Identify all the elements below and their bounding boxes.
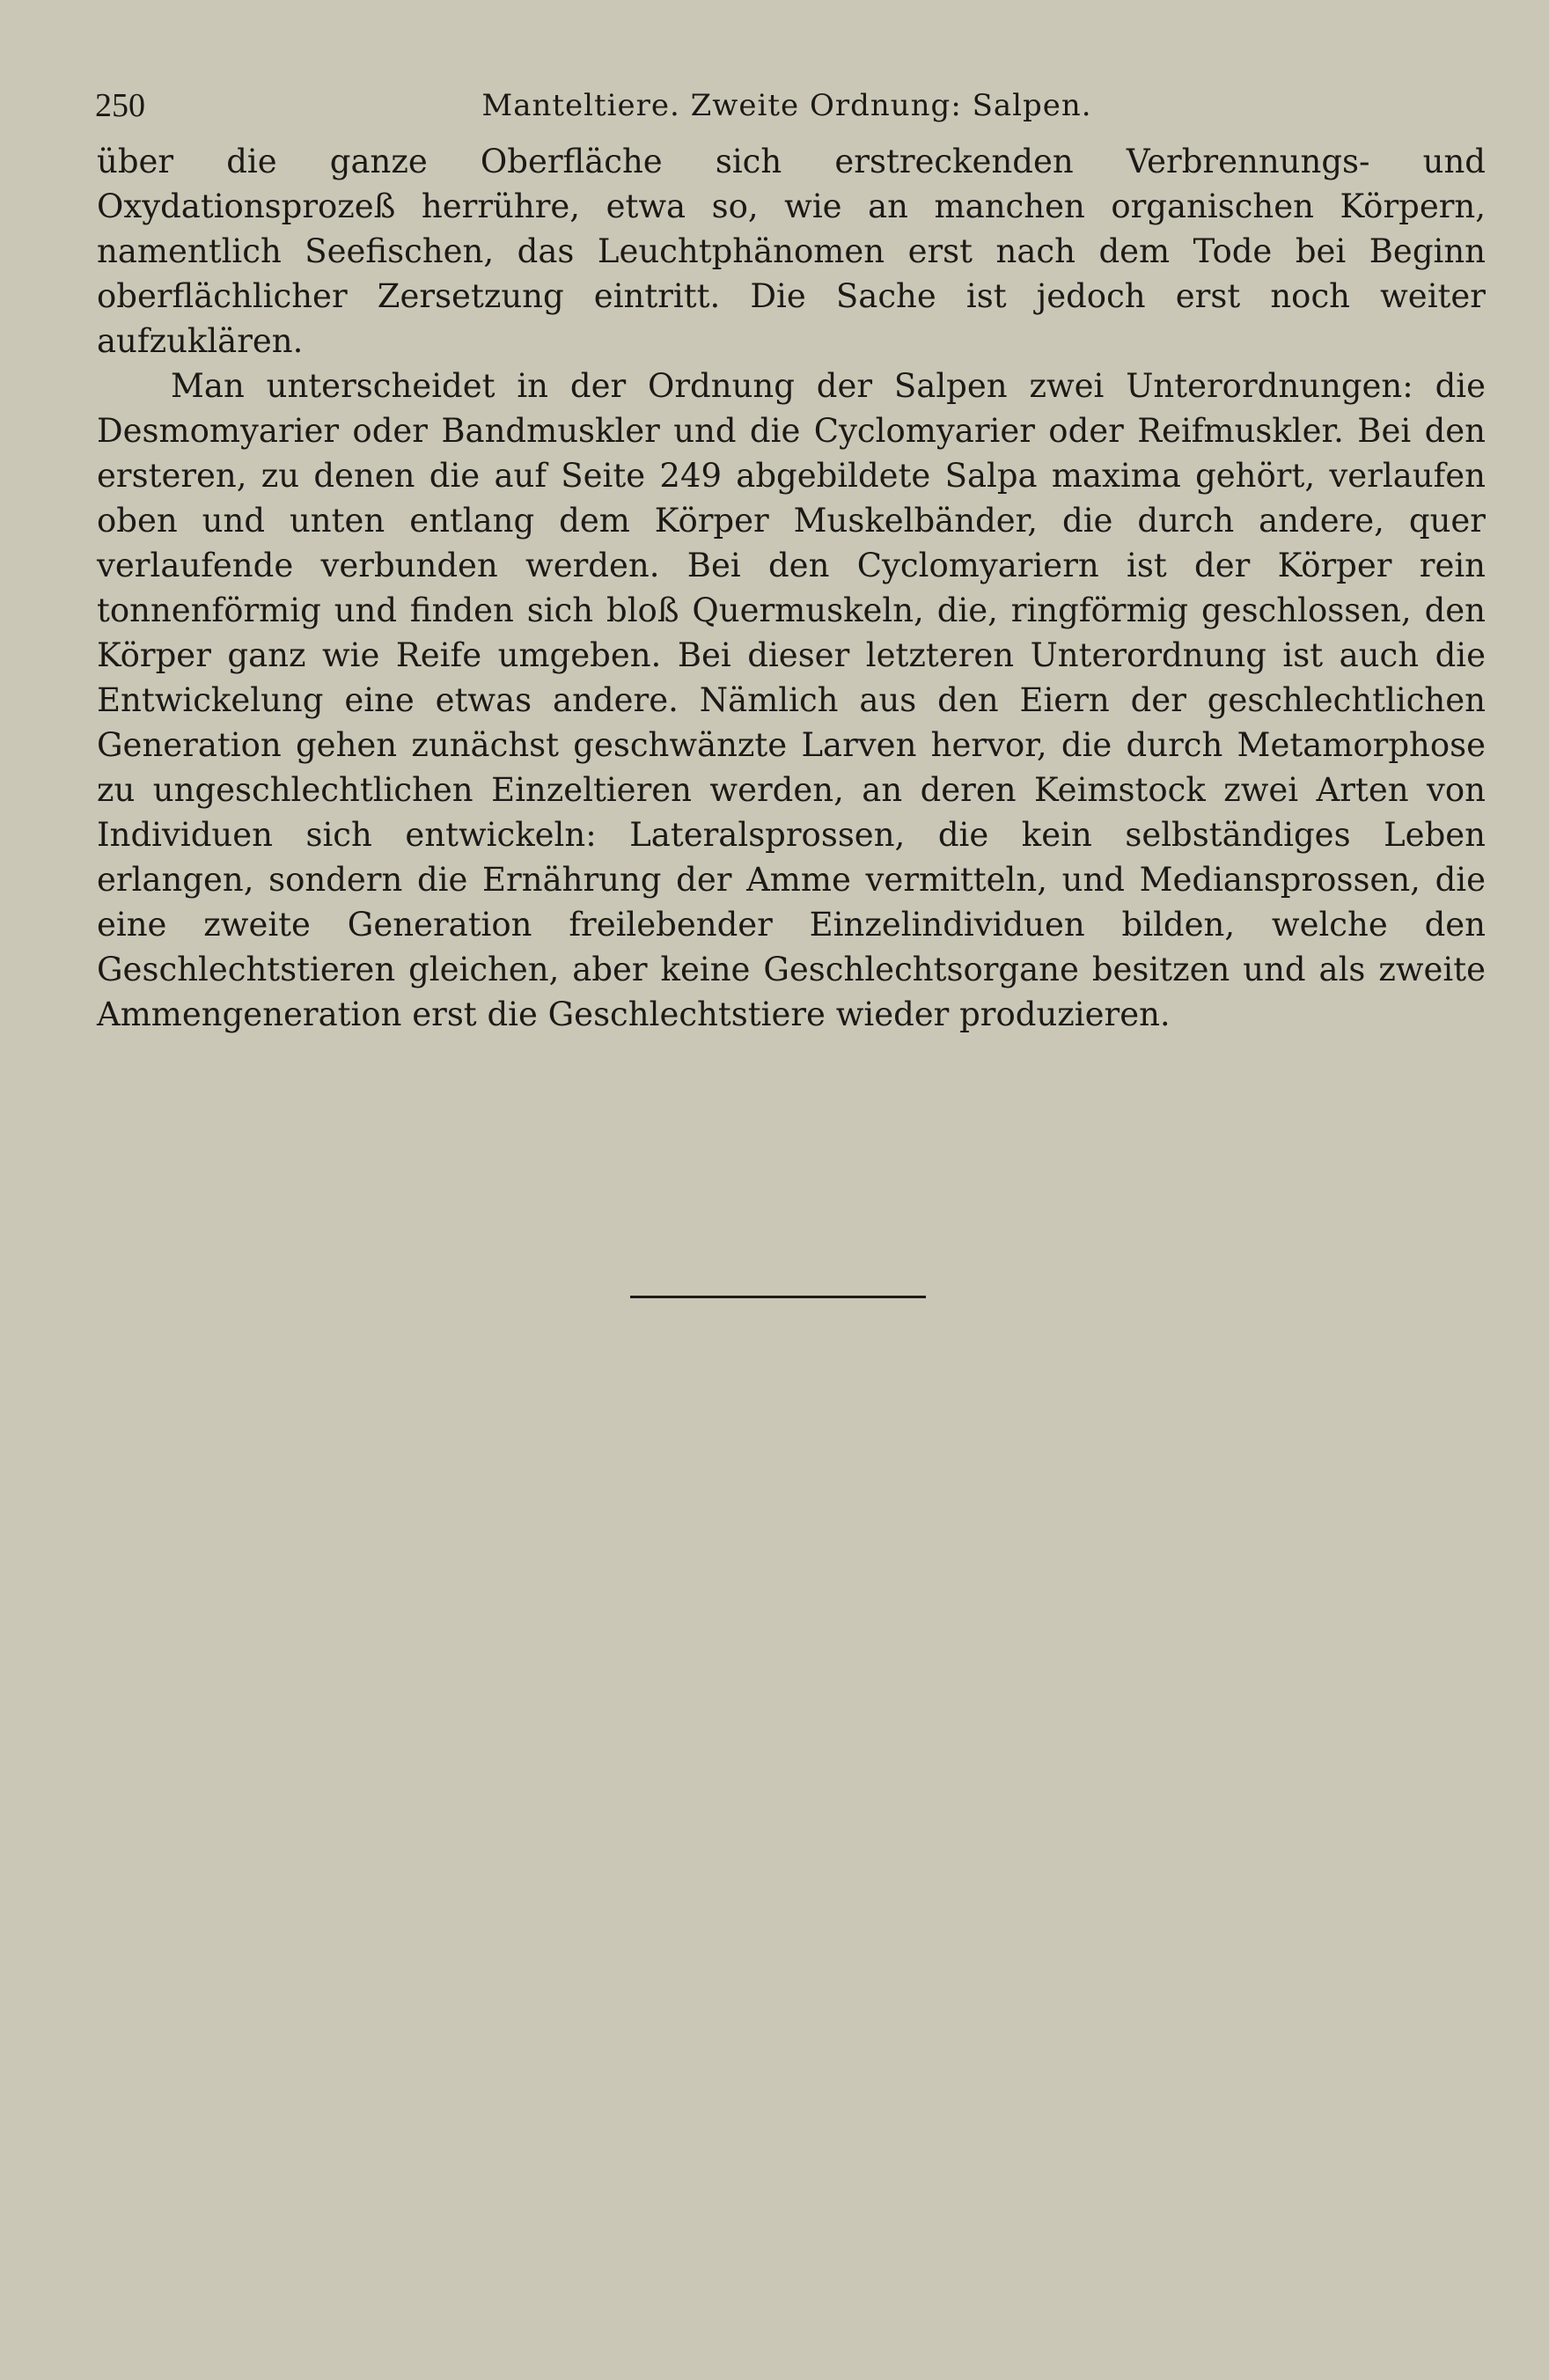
running-title: Manteltiere. Zweite Ordnung: Salpen. [481,88,1092,123]
paragraph-salpen-orders: Man unterscheidet in der Ordnung der Salpen zwei Unterordnungen: die Desmomyarier oder Bandmuskler und die Cyclomyarier oder Reifmuskler. Bei den ersteren, zu denen die auf Seite 249 abgebildete Salpa maxima gehört, verlaufen oben und unten entlang dem Körper Muskelbänder, die durch andere, quer verlaufende verbunden werden. Bei den Cyclomyariern ist der Körper rein tonnenförmig und finden sich bloß Quermuskeln, die, ringförmig geschlossen, den Körper ganz wie Reife umgeben. Bei dieser letzteren Unterordnung ist auch die Entwickelung eine etwas andere. Nämlich aus den Eiern der geschlechtlichen Generation gehen zunächst geschwänzte Larven hervor, die durch Metamorphose zu ungeschlechtlichen Einzeltieren werden, an deren Keimstock zwei Arten von Individuen sich entwickeln: Lateralsprossen, die kein selbständiges Leben erlangen, sondern die Ernährung der Amme vermitteln, und Mediansprossen, die eine zweite Generation freilebender Einzelindividuen bilden, welche den Geschlechtstieren gleichen, aber keine Geschlechtsorgane besitzen und als zweite Ammengeneration erst die Geschlechtstiere wieder produzieren. [97,367,1486,1033]
body-text [97,139,1486,1037]
page-header [92,81,1482,134]
paragraph-continuation: über die ganze Oberfläche sich erstreckenden Verbrennungs- und Oxydationsprozeß herrühre, etwa so, wie an manchen organischen Körpern, namentlich Seefischen, das Leuchtphänomen erst nach dem Tode bei Beginn oberflächlicher Zersetzung eintritt. Die Sache ist jedoch erst noch weiter aufzuklären. [97,143,1486,360]
section-end-rule [630,1296,926,1298]
page-number: 250 [95,87,145,124]
